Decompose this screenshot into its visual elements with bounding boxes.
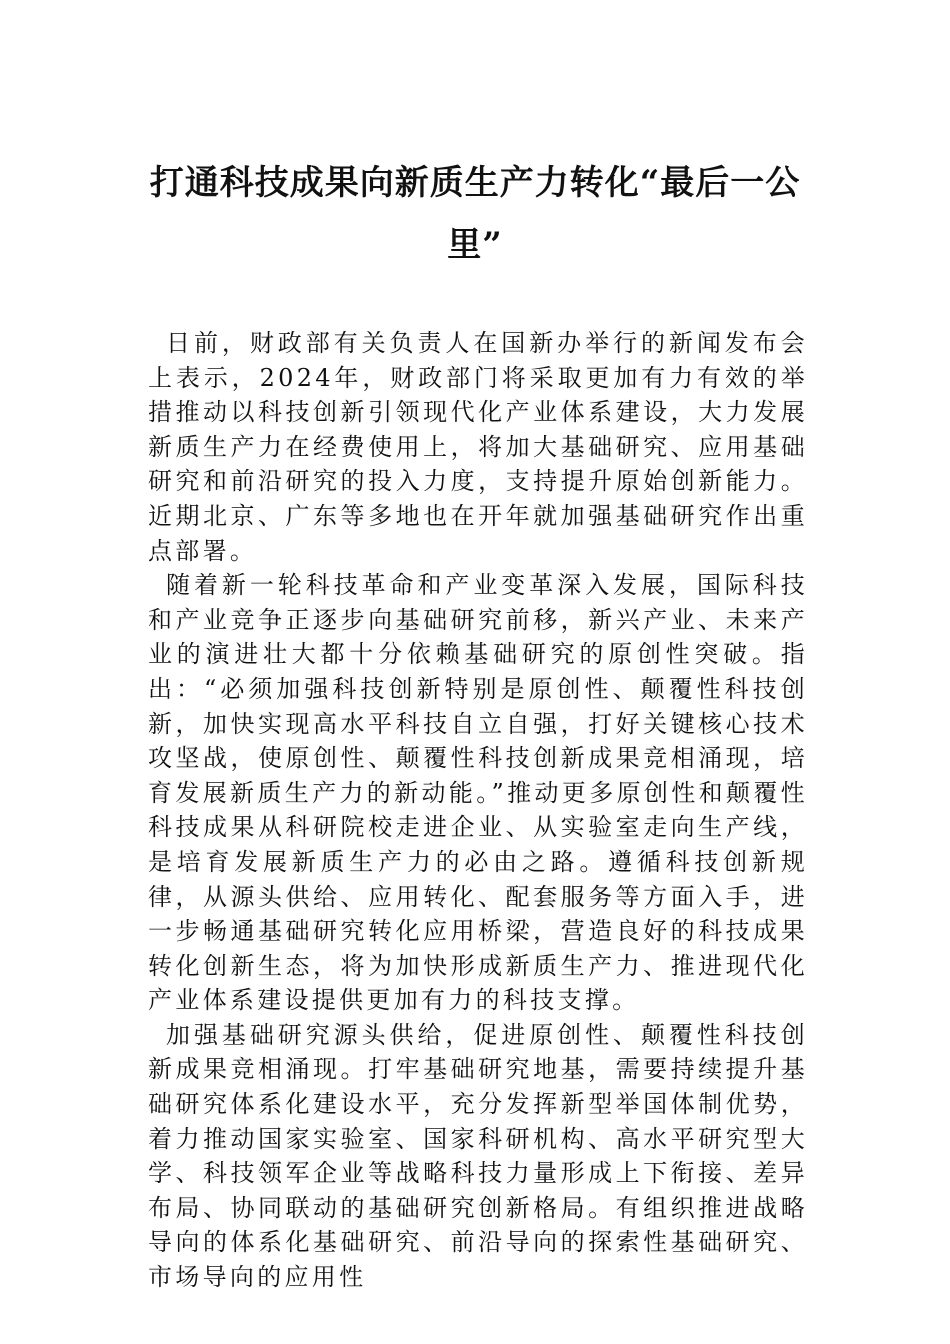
document-title: 打通科技成果向新质生产力转化“最后一公里” <box>149 163 801 265</box>
paragraph: 日前，财政部有关负责人在国新办举行的新闻发布会上表示，2024年，财政部门将采取更加有力有效的举措推动以科技创新引领现代化产业体系建设，大力发展新质生产力在经费使用上，将加大基础研究、应用基础研究和前沿研究的投入力度，支持提升原始创新能力。近期北京、广东等多地也在开年就加强基础研究作出重点部署。 <box>148 329 808 565</box>
paragraph: 加强基础研究源头供给，促进原创性、颠覆性科技创新成果竞相涌现。打牢基础研究地基，需要持续提升基础研究体系化建设水平，充分发挥新型举国体制优势，着力推动国家实验室、国家科研机构、高水平研究型大学、科技领军企业等战略科技力量形成上下衔接、差异布局、协同联动的基础研究创新格局。有组织推进战略导向的体系化基础研究、前沿导向的探索性基础研究、市场导向的应用性 <box>148 1020 808 1292</box>
document-body <box>148 326 808 1295</box>
paragraph: 随着新一轮科技革命和产业变革深入发展，国际科技和产业竞争正逐步向基础研究前移，新兴产业、未来产业的演进壮大都十分依赖基础研究的原创性突破。指出：“必须加强科技创新特别是原创性、颠覆性科技创新，加快实现高水平科技自立自强，打好关键核心技术攻坚战，使原创性、颠覆性科技创新成果竞相涌现，培育发展新质生产力的新动能。”推动更多原创性和颠覆性科技成果从科研院校走进企业、从实验室走向生产线，是培育发展新质生产力的必由之路。遵循科技创新规律，从源头供给、应用转化、配套服务等方面入手，进一步畅通基础研究转化应用桥梁，营造良好的科技成果转化创新生态，将为加快形成新质生产力、推进现代化产业体系建设提供更加有力的科技支撑。 <box>148 571 808 1015</box>
